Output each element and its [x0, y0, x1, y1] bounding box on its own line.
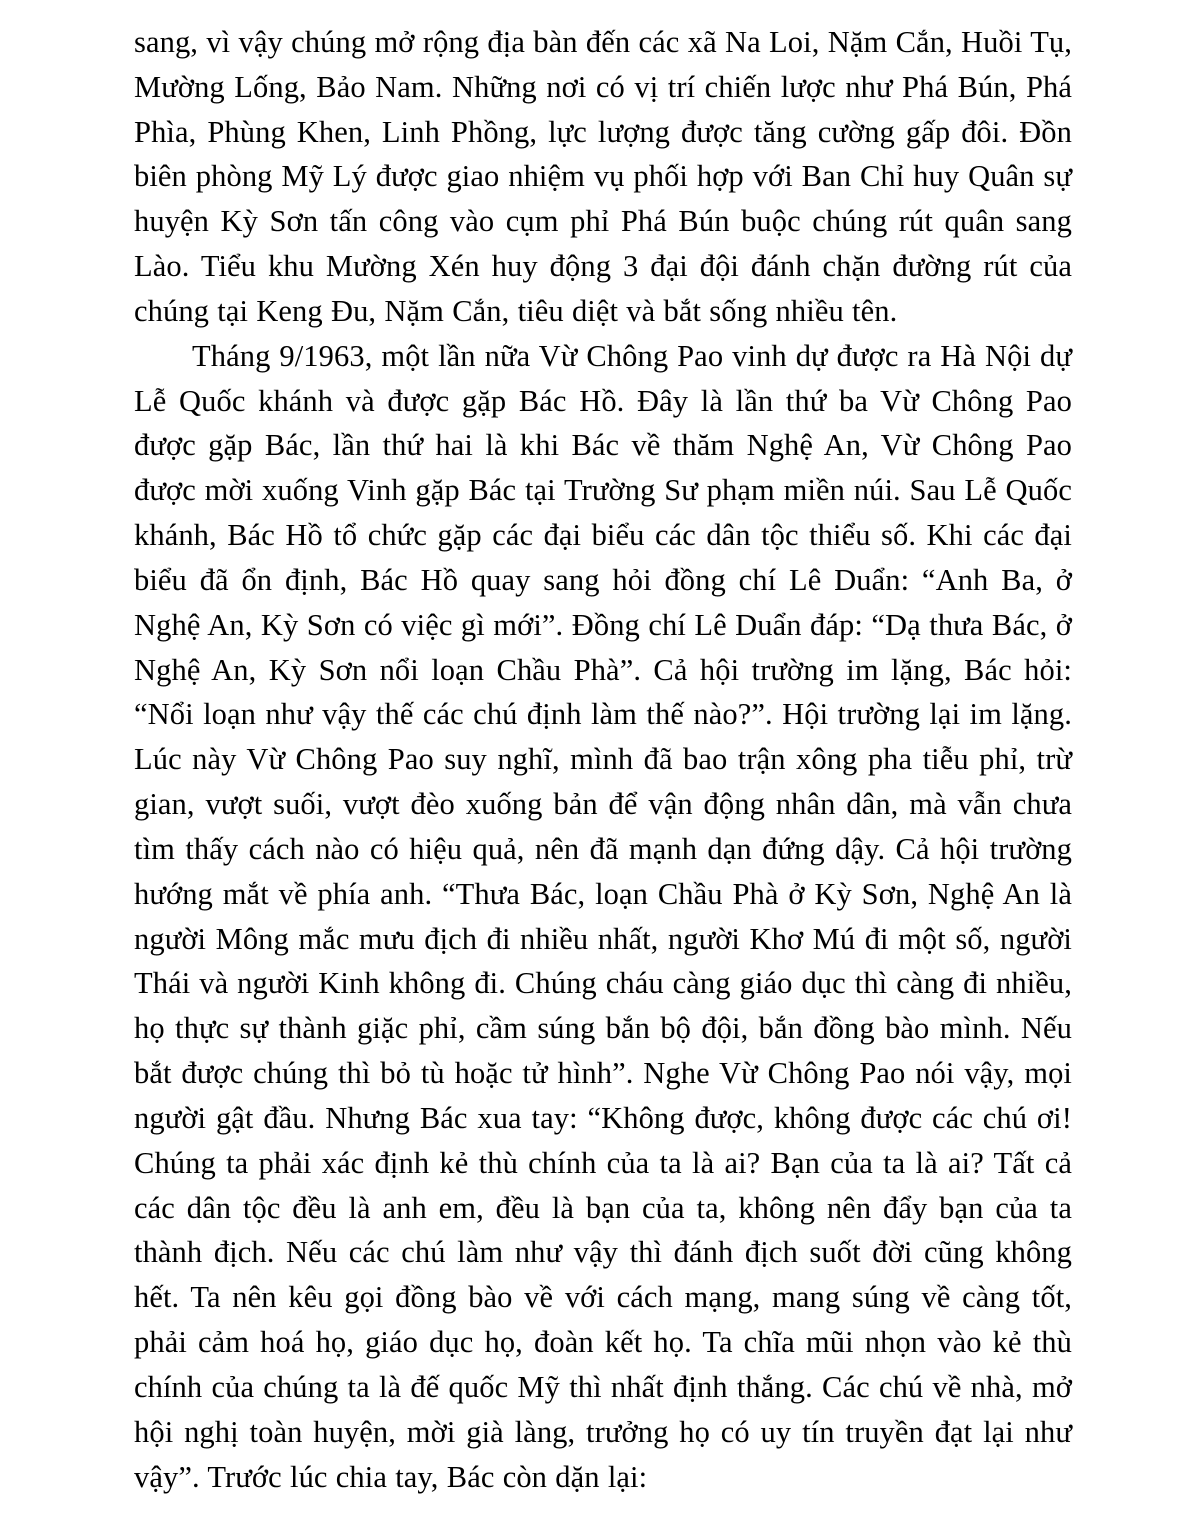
paragraph-1963: Tháng 9/1963, một lần nữa Vừ Chông Pao vinh dự được ra Hà Nội dự Lễ Quốc khánh và được gặp Bác Hồ. Đây là lần thứ ba Vừ Chông Pao được gặp Bác, lần thứ hai là khi Bác về thăm Nghệ An, Vừ Chông Pao được mời xuống Vinh gặp Bác tại Trường Sư phạm miền núi. Sau Lễ Quốc khánh, Bác Hồ tổ chức gặp các đại biểu các dân tộc thiểu số. Khi các đại biểu đã ổn định, Bác Hồ quay sang hỏi đồng chí Lê Duẩn: “Anh Ba, ở Nghệ An, Kỳ Sơn có việc gì mới”. Đồng chí Lê Duẩn đáp: “Dạ thưa Bác, ở Nghệ An, Kỳ Sơn nổi loạn Chầu Phà”. Cả hội trường im lặng, Bác hỏi: “Nổi loạn như vậy thế các chú định làm thế nào?”. Hội trường lại im lặng. Lúc này Vừ Chông Pao suy nghĩ, mình đã bao trận xông pha tiễu phỉ, trừ gian, vượt suối, vượt đèo xuống bản để vận động nhân dân, mà vẫn chưa tìm thấy cách nào có hiệu quả, nên đã mạnh dạn đứng dậy. Cả hội trường hướng mắt về phía anh. “Thưa Bác, loạn Chầu Phà ở Kỳ Sơn, Nghệ An là người Mông mắc mưu địch đi nhiều nhất, người Khơ Mú đi một số, người Thái và người Kinh không đi. Chúng cháu càng giáo dục thì càng đi nhiều, họ thực sự thành giặc phỉ, cầm súng bắn bộ đội, bắn đồng bào mình. Nếu bắt được chúng thì bỏ tù hoặc tử hình”. Nghe Vừ Chông Pao nói vậy, mọi người gật đầu. Nhưng Bác xua tay: “Không được, không được các chú ơi! Chúng ta phải xác định kẻ thù chính của ta là ai? Bạn của ta là ai? Tất cả các dân tộc đều là anh em, đều là bạn của ta, không nên đẩy bạn của ta thành địch. Nếu các chú làm như vậy thì đánh địch suốt đời cũng không hết. Ta nên kêu gọi đồng bào về với cách mạng, mang súng về càng tốt, phải cảm hoá họ, giáo dục họ, đoàn kết họ. Ta chĩa mũi nhọn vào kẻ thù chính của chúng ta là đế quốc Mỹ thì nhất định thắng. Các chú về nhà, mở hội nghị toàn huyện, mời già làng, trưởng họ có uy tín truyền đạt lại như vậy”. Trước lúc chia tay, Bác còn dặn lại:: [134, 338, 1072, 1494]
paragraph-continued: sang, vì vậy chúng mở rộng địa bàn đến các xã Na Loi, Nặm Cắn, Huồi Tụ, Mường Lống, Bảo Nam. Những nơi có vị trí chiến lược như Phá Bún, Phá Phìa, Phùng Khen, Linh Phồng, lực lượng được tăng cường gấp đôi. Đồn biên phòng Mỹ Lý được giao nhiệm vụ phối hợp với Ban Chỉ huy Quân sự huyện Kỳ Sơn tấn công vào cụm phỉ Phá Bún buộc chúng rút quân sang Lào. Tiểu khu Mường Xén huy động 3 đại đội đánh chặn đường rút của chúng tại Keng Đu, Nặm Cắn, tiêu diệt và bắt sống nhiều tên.: [134, 25, 1072, 328]
page-body: [134, 20, 1072, 1499]
